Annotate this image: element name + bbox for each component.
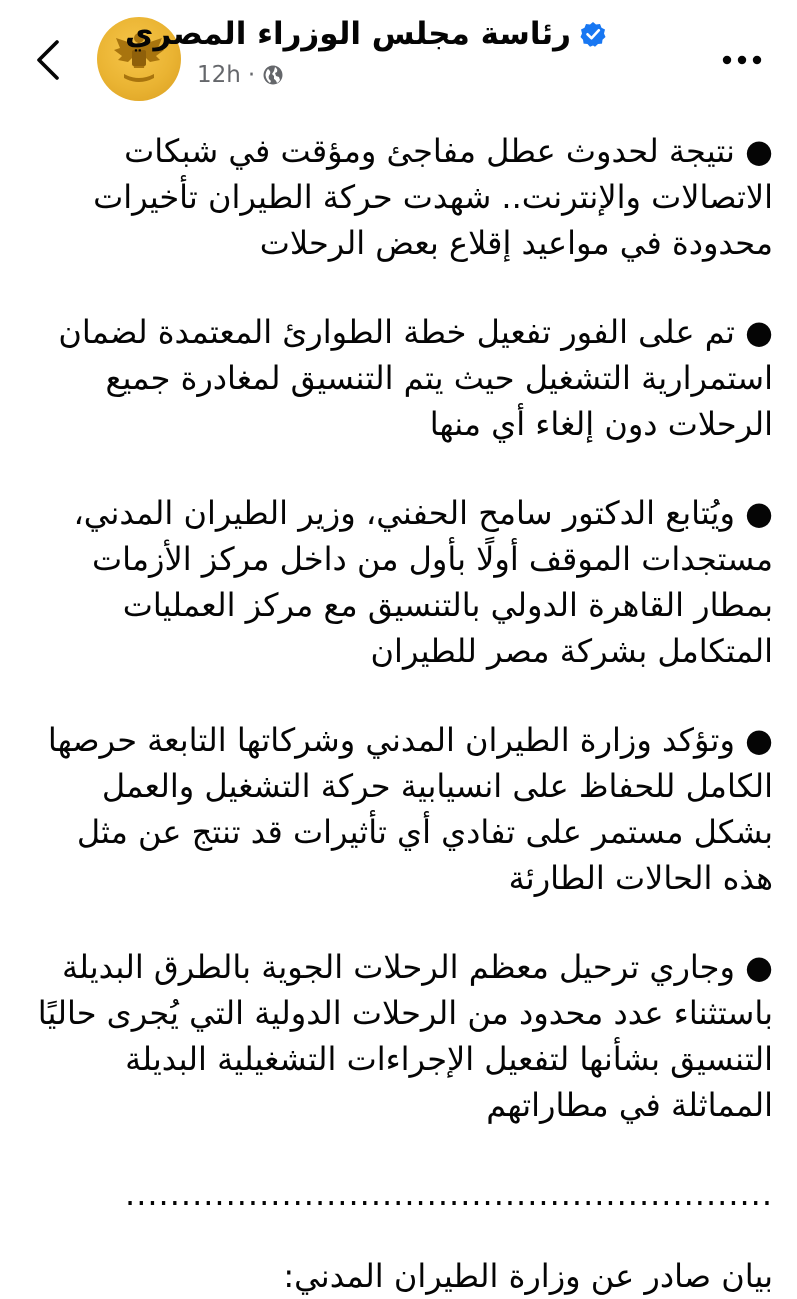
post-timestamp[interactable]: 12h [197,62,241,88]
post-header [0,0,797,118]
bullet-icon: ● [745,132,773,170]
paragraph-text: ويُتابع الدكتور سامح الحفني، وزير الطيران المدني، مستجدات الموقف أولًا بأول من داخل مركز الأزمات بمطار القاهرة الدولي بالتنسيق مع مركز العمليات المتكامل بشركة مصر للطيران [73,494,773,670]
back-button[interactable] [22,30,74,90]
post-paragraph-2 [26,309,773,447]
page-name-row [125,16,607,52]
paragraph-text: وجاري ترحيل معظم الرحلات الجوية بالطرق البديلة باستثناء عدد محدود من الرحلات الدولية التي يُجرى حاليًا التنسيق بشأنها لتفعيل الإجراءات التشغيلية البديلة المماثلة في مطاراتهم [37,948,773,1124]
paragraph-text: تم على الفور تفعيل خطة الطوارئ المعتمدة لضمان استمرارية التشغيل حيث يتم التنسيق لمغادرة جميع الرحلات دون إلغاء أي منها [58,313,773,443]
meta-separator: · [247,62,256,88]
bullet-icon: ● [745,313,773,351]
verified-badge-icon [580,21,606,47]
bullet-icon: ● [745,721,773,759]
page-name[interactable]: رئاسة مجلس الوزراء المصري [125,16,571,52]
paragraph-text: نتيجة لحدوث عطل مفاجئ ومؤقت في شبكات الاتصالات والإنترنت.. شهدت حركة الطيران تأخيرات محدودة في مواعيد إقلاع بعض الرحلات [93,132,773,262]
post-meta [197,62,284,88]
globe-icon [262,64,284,86]
post-paragraph-1 [26,128,773,266]
more-options-button[interactable] [719,40,765,80]
dotted-divider: .......................................................... [125,1175,773,1213]
verified-badge [579,20,607,48]
paragraph-text: وتؤكد وزارة الطيران المدني وشركاتها التابعة حرصها الكامل للحفاظ على انسيابية حركة التشغيل والعمل بشكل مستمر على تفادي أي تأثيرات قد تنتج عن مثل هذه الحالات الطارئة [47,721,773,897]
post-paragraph-4 [26,717,773,901]
bullet-icon: ● [745,494,773,532]
chevron-left-icon [35,39,61,81]
post-paragraph-5 [26,944,773,1128]
more-horizontal-icon [722,55,762,65]
post-paragraph-3 [26,490,773,674]
bullet-icon: ● [745,948,773,986]
statement-source: بيان صادر عن وزارة الطيران المدني: [283,1257,773,1295]
post-body [26,128,773,1299]
